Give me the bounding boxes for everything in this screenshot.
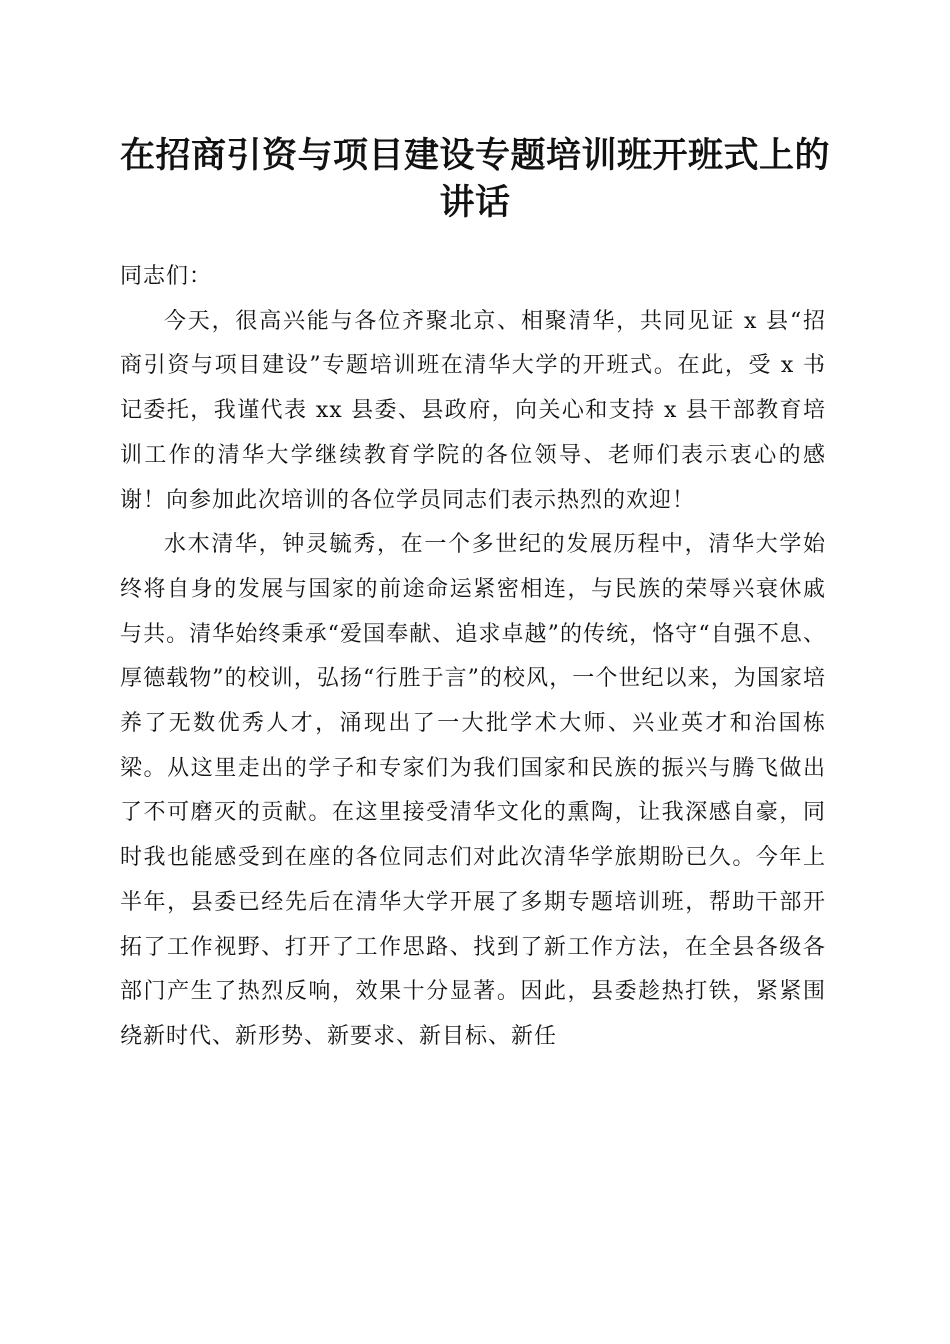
- document-title: [110, 132, 840, 226]
- title-line-1: 在招商引资与项目建设专题培训班开班式上的: [119, 135, 830, 176]
- title-line-2: 讲话: [439, 182, 511, 223]
- document-body: [120, 255, 826, 1060]
- paragraph-1: 今天，很高兴能与各位齐聚北京、相聚清华，共同见证 x 县“招商引资与项目建设”专题培训班在清华大学的开班式。在此，受 x 书记委托，我谨代表 xx 县委、县政府，向关心和支持 x 县干部教育培训工作的清华大学继续教育学院的各位领导、老师们表示衷心的感谢！向参加此次培训的各位学员同志们表示热烈的欢迎！: [120, 308, 826, 513]
- salutation: 同志们：: [120, 264, 213, 289]
- paragraph-2: 水木清华，钟灵毓秀，在一个多世纪的发展历程中，清华大学始终将自身的发展与国家的前途命运紧密相连，与民族的荣辱兴衰休戚与共。清华始终秉承“爱国奉献、追求卓越”的传统，恪守“自强不息、厚德载物”的校训，弘扬“行胜于言”的校风，一个世纪以来，为国家培养了无数优秀人才，涌现出了一大批学术大师、兴业英才和治国栋梁。从这里走出的学子和专家们为我们国家和民族的振兴与腾飞做出了不可磨灭的贡献。在这里接受清华文化的熏陶，让我深感自豪，同时我也能感受到在座的各位同志们对此次清华学旅期盼已久。今年上半年，县委已经先后在清华大学开展了多期专题培训班，帮助干部开拓了工作视野、打开了工作思路、找到了新工作方法，在全县各级各部门产生了热烈反响，效果十分显著。因此，县委趁热打铁，紧紧围绕新时代、新形势、新要求、新目标、新任: [120, 532, 826, 1049]
